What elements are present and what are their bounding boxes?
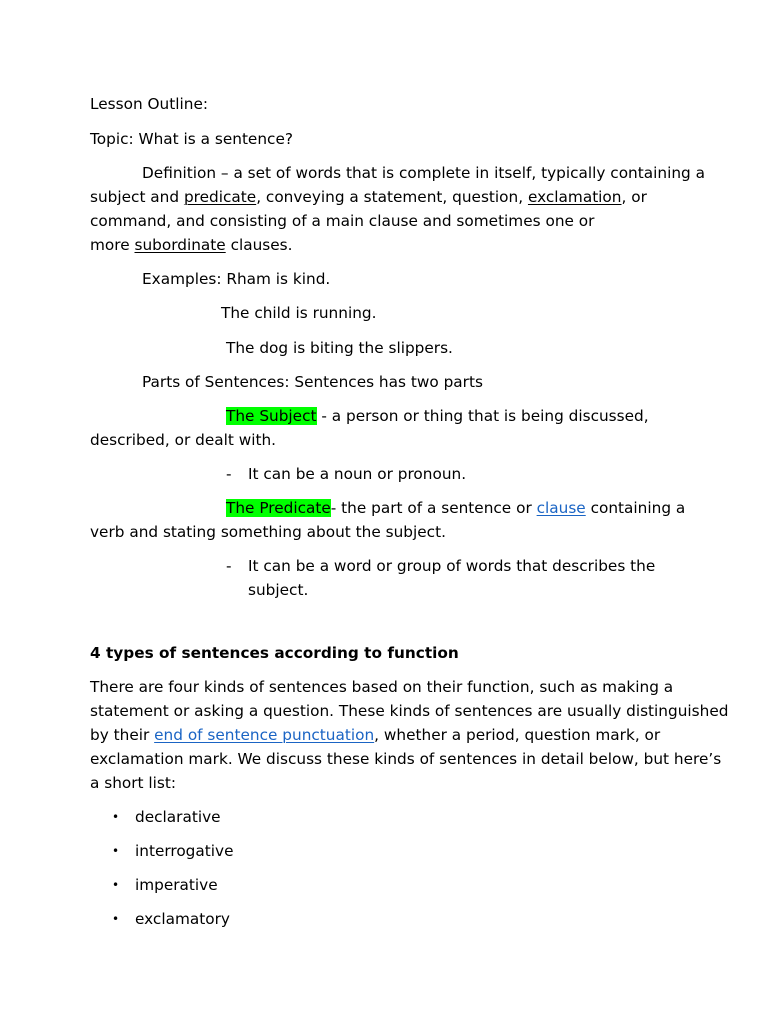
predicate-term-highlight: The Predicate — [226, 499, 331, 517]
types-para-text: , whether a period, question mark, or — [374, 726, 661, 744]
exclamation-word: exclamation — [527, 188, 622, 206]
subject-line-2: described, or dealt with. — [90, 431, 277, 449]
definition-line-1: Definition – a set of words that is complete in itself, typically containing a — [142, 164, 705, 182]
subject-term-highlight: The Subject — [226, 407, 317, 425]
definition-line-4 — [90, 233, 293, 257]
subject-line — [226, 404, 649, 428]
predicate-line — [226, 496, 685, 520]
predicate-definition: - the part of a sentence or — [330, 499, 537, 517]
bullet-icon: • — [112, 844, 120, 858]
lesson-outline-heading: Lesson Outline: — [90, 95, 209, 113]
end-of-sentence-punctuation-link[interactable]: end of sentence punctuation — [154, 726, 375, 744]
predicate-definition: containing a — [585, 499, 686, 517]
subject-note: It can be a noun or pronoun. — [248, 465, 467, 483]
predicate-note-1: It can be a word or group of words that describes the — [248, 557, 656, 575]
definition-text: subject and — [90, 188, 184, 206]
subordinate-word: subordinate — [134, 236, 226, 254]
predicate-note-2: subject. — [248, 581, 309, 599]
types-para-line-4: exclamation mark. We discuss these kinds of sentences in detail below, but here’s — [90, 750, 722, 768]
examples-line: Examples: Rham is kind. — [142, 270, 331, 288]
list-item: imperative — [135, 876, 218, 894]
list-item: exclamatory — [135, 910, 230, 928]
list-item: declarative — [135, 808, 221, 826]
predicate-word: predicate — [183, 188, 257, 206]
definition-text: more — [90, 236, 135, 254]
bullet-icon: • — [112, 810, 120, 824]
definition-text: clauses. — [225, 236, 293, 254]
parts-intro: Parts of Sentences: Sentences has two parts — [142, 373, 483, 391]
types-para-line-2: statement or asking a question. These kinds of sentences are usually distinguished — [90, 702, 729, 720]
predicate-note-dash: - — [226, 557, 232, 575]
types-para-line-1: There are four kinds of sentences based on their function, such as making a — [90, 678, 674, 696]
example-2: The child is running. — [221, 304, 377, 322]
predicate-line-2: verb and stating something about the subject. — [90, 523, 446, 541]
subject-definition: - a person or thing that is being discussed, — [316, 407, 649, 425]
types-para-text: by their — [90, 726, 155, 744]
bullet-icon: • — [112, 912, 120, 926]
bullet-icon: • — [112, 878, 120, 892]
types-para-line-5: a short list: — [90, 774, 177, 792]
definition-text: , or — [621, 188, 647, 206]
topic-line: Topic: What is a sentence? — [90, 130, 293, 148]
definition-text: , conveying a statement, question, — [256, 188, 528, 206]
types-heading: 4 types of sentences according to function — [90, 644, 459, 662]
subject-note-dash: - — [226, 465, 232, 483]
definition-line-3: command, and consisting of a main clause and sometimes one or — [90, 212, 595, 230]
types-para-line-3 — [90, 723, 660, 747]
definition-line-2 — [90, 185, 647, 209]
list-item: interrogative — [135, 842, 234, 860]
clause-link[interactable]: clause — [536, 499, 586, 517]
example-3: The dog is biting the slippers. — [226, 339, 453, 357]
